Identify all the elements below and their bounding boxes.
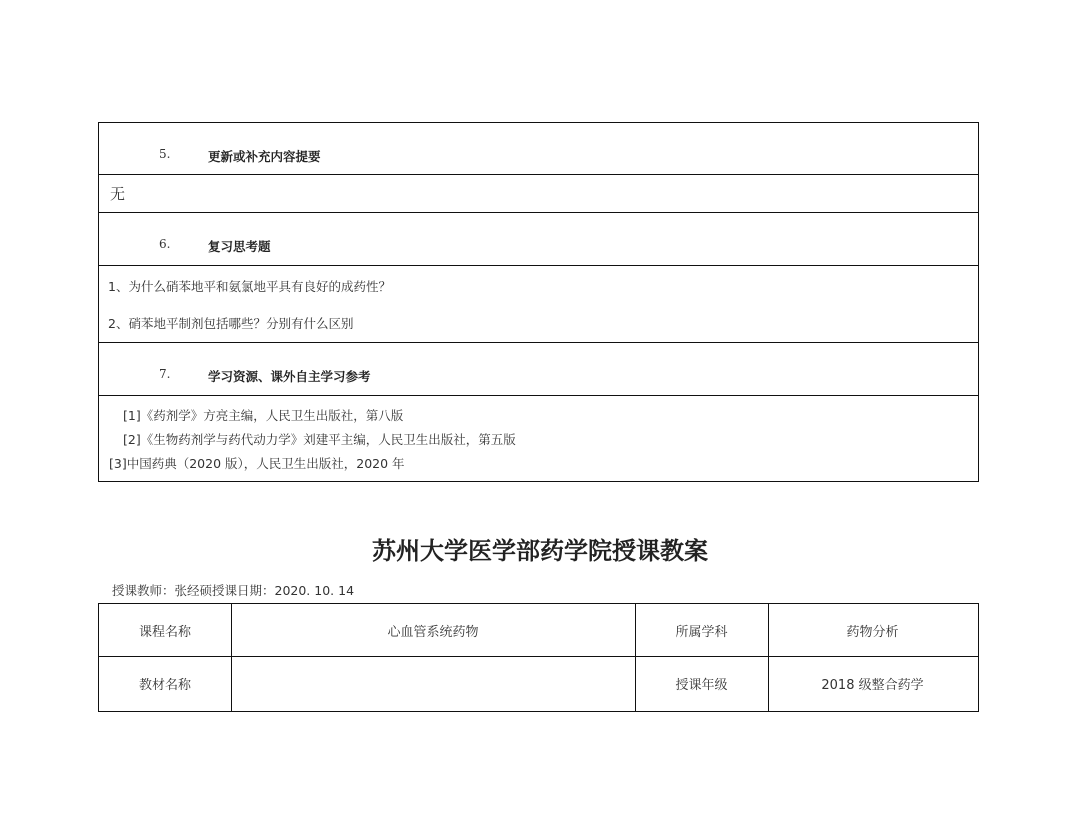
divider xyxy=(99,174,978,175)
subject-value: 药物分析 xyxy=(846,624,899,640)
divider xyxy=(99,212,978,213)
teacher-date-line: 授课教师：张经硕授课日期：2020. 10. 14 xyxy=(112,583,355,598)
section-5-title: 更新或补充内容提要 xyxy=(208,149,321,164)
grade-label: 授课年级 xyxy=(675,678,728,693)
course-name-value: 心血管系统药物 xyxy=(387,624,479,640)
divider xyxy=(99,342,978,343)
textbook-value xyxy=(231,657,635,710)
question-2: 2、硝苯地平制剂包括哪些？分别有什么区别 xyxy=(108,316,354,331)
section-7-number: 7. xyxy=(159,367,171,381)
divider xyxy=(99,395,978,396)
course-info-table xyxy=(98,603,979,712)
reference-3: [3]中国药典（2020 版），人民卫生出版社，2020 年 xyxy=(109,456,405,471)
reference-1: [1]《药剂学》方亮主编，人民卫生出版社，第八版 xyxy=(123,408,404,423)
reference-2: [2]《生物药剂学与药代动力学》刘建平主编，人民卫生出版社，第五版 xyxy=(123,432,516,447)
subject-label: 所属学科 xyxy=(675,624,728,640)
section-5-number: 5. xyxy=(159,147,171,161)
section-5-content: 无 xyxy=(110,185,126,203)
section-6-title: 复习思考题 xyxy=(208,239,271,254)
textbook-label: 教材名称 xyxy=(138,678,191,693)
question-1: 1、为什么硝苯地平和氨氯地平具有良好的成药性？ xyxy=(108,279,391,294)
section-6-number: 6. xyxy=(159,237,171,251)
section-7-title: 学习资源、课外自主学习参考 xyxy=(208,369,371,384)
lesson-plan-sections-box xyxy=(98,122,979,482)
course-name-label: 课程名称 xyxy=(138,624,191,640)
divider xyxy=(99,265,978,266)
document-title: 苏州大学医学部药学院授课教案 xyxy=(372,536,708,565)
grade-value: 2018 级整合药学 xyxy=(821,678,924,693)
